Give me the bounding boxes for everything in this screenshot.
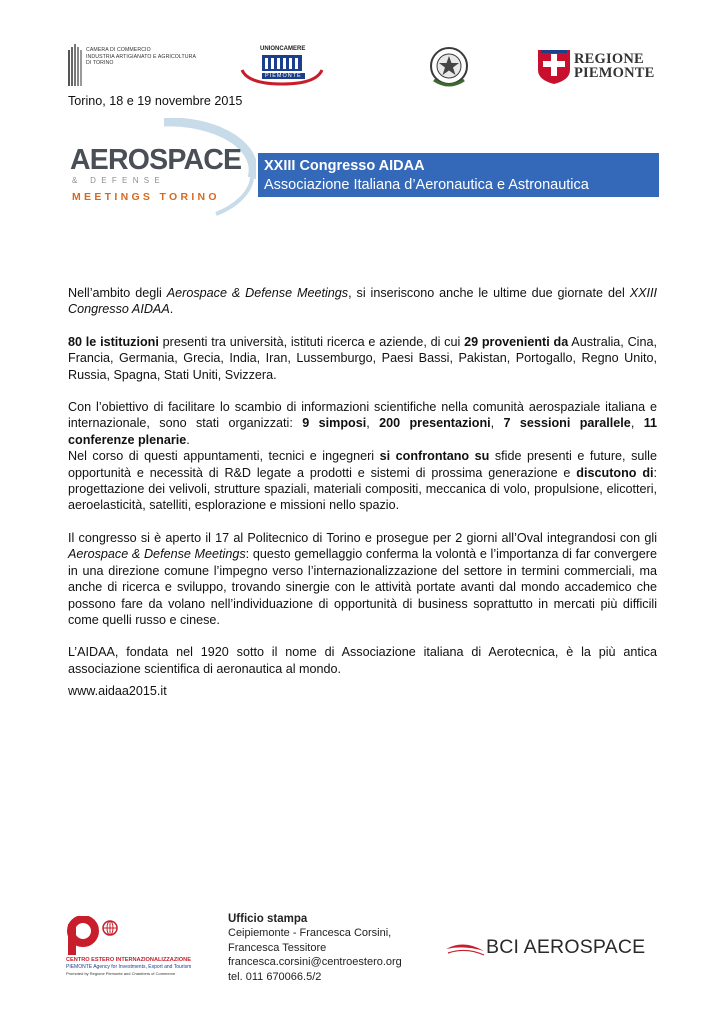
banner-subtitle: Associazione Italiana d’Aeronautica e Astronautica	[264, 177, 589, 193]
banner-title: XXIII Congresso AIDAA	[264, 158, 425, 174]
regione-line1: REGIONE	[574, 51, 644, 67]
chamber-of-commerce-logo	[68, 44, 208, 88]
press-office-contact	[228, 912, 402, 984]
regione-shield-icon	[538, 50, 570, 84]
congress-banner	[258, 153, 659, 197]
bci-aerospace-name: BCI AEROSPACE	[486, 936, 646, 958]
press-contact-line: Francesca Tessitore	[228, 941, 327, 954]
bci-swoosh-icon	[446, 935, 486, 961]
logo-word-meetings: MEETINGS TORINO	[72, 191, 220, 203]
press-release-body	[68, 285, 657, 677]
logo-word-aerospace: AEROSPACE	[70, 144, 242, 176]
paragraph-intro: Nell’ambito degli Aerospace & Defense Meetings, si inseriscono anche le ultime due giornate del XXIII Congresso AIDAA.	[68, 286, 657, 317]
logo-word-defense: & DEFENSE	[72, 176, 166, 185]
chamber-name: CAMERA DI COMMERCIO INDUSTRIA ARTIGIANATO E AGRICOLTURA DI TORINO	[86, 47, 197, 67]
bci-aerospace-logo	[446, 933, 658, 963]
paragraph-program: Con l’obiettivo di facilitare lo scambio di informazioni scientifiche nella comunità aerospaziale italiana e internazionale, sono stati organizzati: 9 simposi, 200 presentazioni, 7 sessioni parallele, 11 conferenze plenarie.	[68, 400, 658, 447]
paragraph-topics: Nel corso di questi appuntamenti, tecnici e ingegneri si confrontano su sfide presenti e future, sulle opportunità e necessità di R&D legate a prodotti e sistemi di prossima generazione e discutono di: progettazione dei velivoli, strutture spaziali, materiali compositi, meccanica di volo, propulsione, elicotteri, aeroelasticità, satelliti, esplorazione e missioni nello spazio.	[68, 449, 658, 513]
paragraph-congress: Il congresso si è aperto il 17 al Politecnico di Torino e prosegue per 2 giorni all’Oval integrandosi con gli Aerospace & Defense Meetings: questo gemellaggio conferma la volontà e l’importanza di far convergere in una direzione comune l’impegno verso l’internazionalizzazione del settore in termini commerciali, ma anche di ricerca e sviluppo, trovando sinergie con le attività portate avanti dal mondo accademico che possono fare da volano nell’individuazione di opportunità di business soprattutto in mercati più difficili come quelli russo e cinese.	[68, 530, 657, 627]
ceip-p-icon	[66, 916, 126, 956]
press-office-title: Ufficio stampa	[228, 913, 308, 925]
press-contact-line: Ceipiemonte - Francesca Corsini,	[228, 927, 392, 940]
paragraph-aidaa: L’AIDAA, fondata nel 1920 sotto il nome di Associazione italiana di Aerotecnica, è la più antica associazione scientifica di aeronautica al mondo.	[68, 645, 657, 676]
paragraph-institutions: 80 le istituzioni presenti tra università, istituti ricerca e aziende, di cui 29 provenienti da Australia, Cina, Francia, Germania, Grecia, India, Iran, Lussemburgo, Paesi Bassi, Pakistan, Portogallo, Regno Unito, Russia, Spagna, Stati Uniti, Svizzera.	[68, 334, 657, 382]
unioncamere-emblem-icon	[240, 46, 324, 86]
ceipiemonte-logo: CENTRO ESTERO INTERNAZIONALIZZAZIONE PIEMONTE Agency for Investments, Export and Tourism Promoted by Regione Piemonte and Chambers of Commerce	[66, 916, 202, 978]
aerospace-meetings-logo	[66, 118, 256, 218]
unioncamere-logo: UNIONCAMERE PIEMONTE	[240, 46, 324, 86]
press-contact-email[interactable]: francesca.corsini@centroestero.org	[228, 956, 402, 969]
chamber-columns-icon	[68, 44, 82, 86]
regione-piemonte-logo	[538, 50, 656, 86]
italian-republic-emblem-icon	[428, 44, 470, 90]
website-link[interactable]: www.aidaa2015.it	[68, 684, 167, 698]
press-contact-phone: tel. 011 670066.5/2	[228, 970, 322, 983]
regione-line2: PIEMONTE	[574, 65, 655, 81]
date-line: Torino, 18 e 19 novembre 2015	[68, 94, 243, 108]
